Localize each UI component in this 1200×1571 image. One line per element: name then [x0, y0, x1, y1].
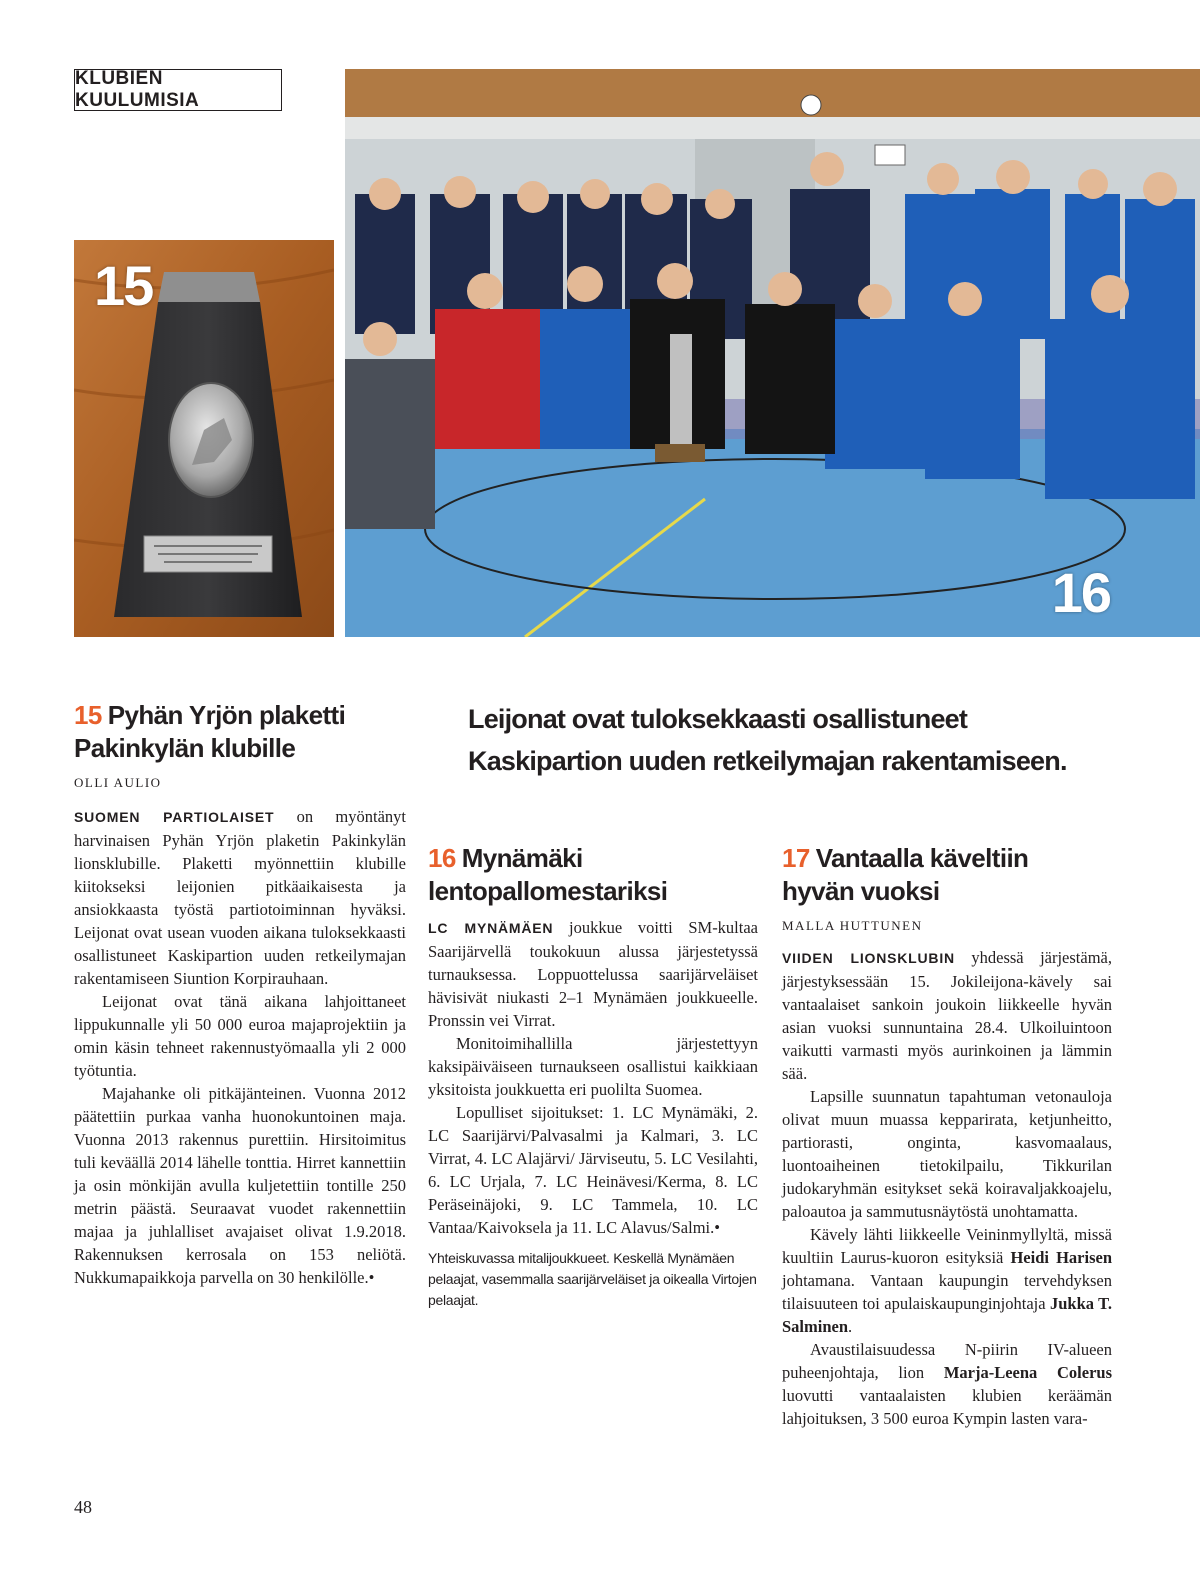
- article15-paragraph-3: Majahanke oli pitkäjänteinen. Vuonna 2012 päätettiin purkaa vanha huonokuntoinen maja. Vuonna 2013 rakennus purettiin. Hirsitoimitus tuli keväällä 2014 lähelle tonttia. Hirret kannettiin ja osin mönkijän avulla kuljetettiin tontille 250 metrin päästä. Seuraavat vuodet rakennettiin majaa ja juhlalliset avajaiset olivat 1.9.2018. Rakennuksen kerrosala on 153 neliötä. Nukkumapaikkoja parvella on 30 henkilölle.•: [74, 1084, 406, 1287]
- article17-body: [782, 946, 1112, 1430]
- person-name-heidi-harinen: Heidi Harisen: [1010, 1248, 1112, 1267]
- article17-paragraph-2: Lapsille suunnatun tapahtuman vetonauloja olivat muun muassa kepparirata, ketjunheitto, partiorasti, onginta, kasvomaalaus, luontoaiheinen tietokilpailu, Tikkurilan judokaryhmän esitykset sekä koiravaljakkoajelu, paloautoa ja sammutusnäytöstä unohtamatta.: [782, 1087, 1112, 1221]
- article17-paragraph-3: [782, 1223, 1112, 1338]
- article17-p1-text: yhdessä järjestämä, järjestyksessään 15. Jokileijona-kävely sai vantaalaiset sankoin joukoin liikkeelle hyvän asian vuoksi sunnuntaina 28.4. Ulkoiluintoon vaikutti varmasti myös aurinkoinen ja lämmin sää.: [782, 948, 1112, 1083]
- team-photo-number: 16: [1051, 561, 1110, 624]
- article16-title-line1: Mynämäki: [461, 843, 583, 873]
- section-label: [74, 69, 282, 111]
- pull-quote: [468, 698, 1108, 782]
- article16-lead: LC MYNÄMÄEN: [428, 920, 554, 936]
- article15-lead: SUOMEN PARTIOLAISET: [74, 809, 275, 825]
- article17-title-line1: Vantaalla käveltiin: [815, 843, 1029, 873]
- pull-quote-line2: Kaskipartion uuden retkeilymajan rakentamiseen.: [468, 746, 1067, 776]
- article17-paragraph-4: [782, 1338, 1112, 1430]
- article16-paragraph-1: [428, 916, 758, 1032]
- article17-lead: VIIDEN LIONSKLUBIN: [782, 950, 955, 966]
- article16-title-line2: lentopallomestariksi: [428, 876, 668, 906]
- page-number: 48: [74, 1497, 92, 1517]
- article15-number: 15: [74, 700, 102, 730]
- team-photo-caption: Yhteiskuvassa mitalijoukkueet. Keskellä Mynämäen pelaajat, vasemmalla saarijärveläiset ja oikealla Virtojen pelaajat.: [428, 1250, 757, 1308]
- article16-number: 16: [428, 843, 456, 873]
- article15-byline: OLLI AULIO: [74, 775, 162, 790]
- article15-body: [74, 805, 406, 1289]
- article17-p4-text-a: Avaustilaisuudessa N-piirin IV-alueen puheenjohtaja, lion: [782, 1340, 1112, 1382]
- article16-paragraph-3: Lopulliset sijoitukset: 1. LC Mynämäki, 2. LC Saarijärvi/Palvasalmi ja Kalmari, 3. LC Virrat, 4. LC Alajärvi/ Järviseutu, 5. LC Vesilahti, 6. LC Urjala, 7. LC Heinävesi/Kerma, 8. LC Peräseinäjoki, 9. LC Tammela, 10. LC Vantaa/Kaivoksela ja 11. LC Alavus/Salmi.•: [428, 1103, 758, 1237]
- article16-body: [428, 916, 758, 1239]
- person-name-marja-leena-colerus: Marja-Leena Colerus: [943, 1363, 1113, 1382]
- article17-byline: MALLA HUTTUNEN: [782, 918, 923, 933]
- article16-title: [428, 842, 768, 908]
- article17-p3-text-c: .: [848, 1317, 853, 1336]
- person-name-jukka-salminen: Jukka T. Salminen: [782, 1294, 1113, 1336]
- pull-quote-line1: Leijonat ovat tuloksekkaasti osallistuneet: [468, 704, 968, 734]
- article15-p1-text: on myöntänyt harvinaisen Pyhän Yrjön plaketin Pakinkylän lionsklubille. Plaketti myönnettiin klubille kiitokseksi leijonien pitkäaikaisesta ja ansiokkaasta työstä partiotoiminnan hyväksi. Leijonat ovat usean vuoden aikana tuloksekkaasti osallistuneet Kaskipartion uuden retkeilymajan rakentamiseen Siuntion Korpirauhaan.: [74, 807, 407, 988]
- section-label-text: KLUBIEN KUULUMISIA: [75, 68, 200, 111]
- article15-title-line1: Pyhän Yrjön plaketti: [107, 700, 346, 730]
- article17-number: 17: [782, 843, 810, 873]
- article17-p4-text-b: luovutti vantaalaisten klubien keräämän lahjoituksen, 3 500 euroa Kympin lasten vara-: [782, 1386, 1112, 1428]
- article15-title: [74, 699, 414, 765]
- plaque-photo-number: 15: [94, 254, 153, 317]
- article17-paragraph-1: [782, 946, 1112, 1085]
- article17-title: [782, 842, 1122, 908]
- article15-paragraph-2: Leijonat ovat tänä aikana lahjoittaneet lippukunnalle yli 50 000 euroa majaprojektiin ja omin käsin tehneet rakennustyömaalla yli 2 000 työtuntia.: [74, 992, 406, 1080]
- article15-title-line2: Pakinkylän klubille: [74, 733, 296, 763]
- team-photo: [345, 69, 1200, 637]
- article15-paragraph-1: [74, 805, 406, 990]
- article17-title-line2: hyvän vuoksi: [782, 876, 940, 906]
- article17-p3-text-b: johtamana. Vantaan kaupungin tervehdyksen tilaisuuteen toi apulaiskaupunginjohtaja: [782, 1271, 1112, 1313]
- article16-paragraph-2: Monitoimihallilla järjestettyyn kaksipäiväiseen turnaukseen osallistui kaikkiaan yksitoista joukkuetta eri puolilta Suomea.: [428, 1034, 758, 1099]
- article16-p1-text: joukkue voitti SM-kultaa Saarijärvellä toukokuun alussa järjestetyssä turnauksessa. Loppuottelussa saarijärveläiset hävisivät niukasti 2–1 Mynämäen joukkueelle. Pronssin vei Virrat.: [428, 918, 758, 1030]
- plaque-photo: [74, 240, 334, 637]
- article17-p3-text-a: Kävely lähti liikkeelle Veininmyllyltä, missä kuultiin Laurus-kuoron esityksiä: [782, 1225, 1112, 1267]
- team-image: [345, 69, 1200, 637]
